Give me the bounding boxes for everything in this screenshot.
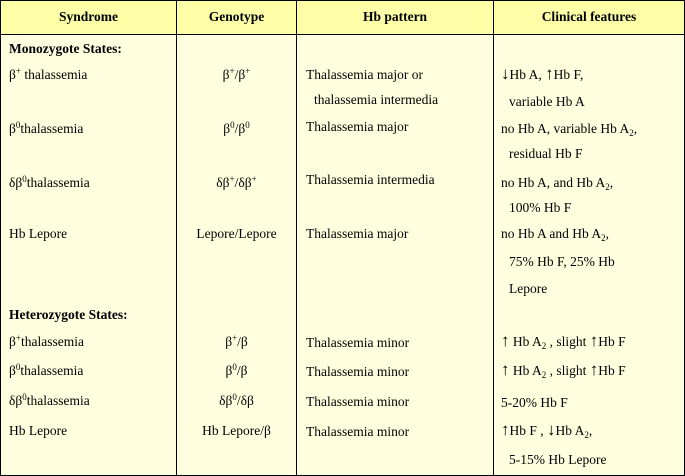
hb-pattern-cell-line2: thalassemia intermedia [314,92,439,107]
clinical-cell: ↑Hb F , ↓Hb $A_2$, [501,420,593,440]
clinical-cell-line2: variable Hb A [509,94,585,109]
genotype-cell: $\delta\beta^0/\delta\beta$ [219,392,254,408]
syndrome-cell: Hb Lepore [9,226,68,241]
genotype-cell: δβ+/δβ+ [216,174,257,190]
up-arrow-icon: ↑ [501,331,510,350]
hb-pattern-cell: Thalassemia minor [306,424,410,439]
up-arrow-icon: ↑ [501,420,510,439]
clinical-cell: 5-20% Hb F [501,395,568,410]
hb-pattern-cell: Thalassemia major [306,226,409,241]
hb-pattern-cell: Thalassemia major [306,119,409,134]
clinical-cell: ↓Hb A, ↑Hb F, [501,64,584,83]
header-genotype: Genotype [208,9,265,24]
clinical-cell-line2: 75% Hb F, 25% Hb [509,254,615,269]
down-arrow-icon: ↓ [501,64,510,83]
header-hb-pattern: Hb pattern [362,9,428,24]
genotype-cell: β+/β+ [222,66,251,82]
column-divider [296,1,297,475]
column-divider [493,1,494,475]
down-arrow-icon: ↓ [547,420,556,439]
clinical-cell-line2: residual Hb F [509,146,583,161]
up-arrow-icon: ↑ [589,360,599,379]
table-header [1,1,684,35]
hb-pattern-cell: Thalassemia minor [306,364,410,379]
clinical-cell-line2: 100% Hb F [509,200,572,215]
clinical-cell: ↑ Hb $A_2$ , slight ↑Hb F [501,360,626,380]
clinical-cell: no Hb A and Hb $A_2$, [501,226,610,243]
syndrome-cell: $\beta^0thalassemia$ [9,120,84,136]
genotype-cell: Lepore/Lepore [196,226,277,241]
genotype-cell: β+/β [225,333,248,349]
hb-pattern-cell: Thalassemia intermedia [306,172,435,187]
syndrome-cell: Hb Lepore [9,423,68,438]
syndrome-cell: $\delta\beta^0thalassemia$ [9,392,90,408]
clinical-cell: ↑ Hb $A_2$ , slight ↑Hb F [501,331,626,351]
genotype-cell: $\beta^0/\beta^0$ [223,120,250,136]
syndrome-cell: β+ thalassemia [9,66,88,82]
syndrome-cell: β+thalassemia [9,333,84,349]
hb-pattern-cell: Thalassemia minor [306,394,410,409]
clinical-cell-line2: 5-15% Hb Lepore [509,452,607,467]
section-heterozygote: Heterozygote States: [9,307,128,322]
up-arrow-icon: ↑ [589,331,599,350]
clinical-cell: no Hb A, and Hb $A_2$, [501,175,614,192]
syndrome-cell: $\beta^0thalassemia$ [9,362,84,378]
syndrome-cell: $\delta\beta^0thalassemia$ [9,174,90,190]
clinical-cell: no Hb A, variable Hb $A_2$, [501,121,638,138]
header-clinical-features: Clinical features [541,9,637,24]
hb-pattern-cell: Thalassemia minor [306,335,410,350]
genotype-cell: Hb Lepore/β [202,423,271,438]
header-syndrome: Syndrome [58,9,118,24]
section-monozygote: Monozygote States: [9,41,122,56]
up-arrow-icon: ↑ [545,64,554,83]
genotype-cell: $\beta^0/\beta$ [225,362,248,378]
up-arrow-icon: ↑ [501,360,510,379]
clinical-cell-line3: Lepore [509,281,548,296]
hb-pattern-cell: Thalassemia major or [306,67,423,82]
